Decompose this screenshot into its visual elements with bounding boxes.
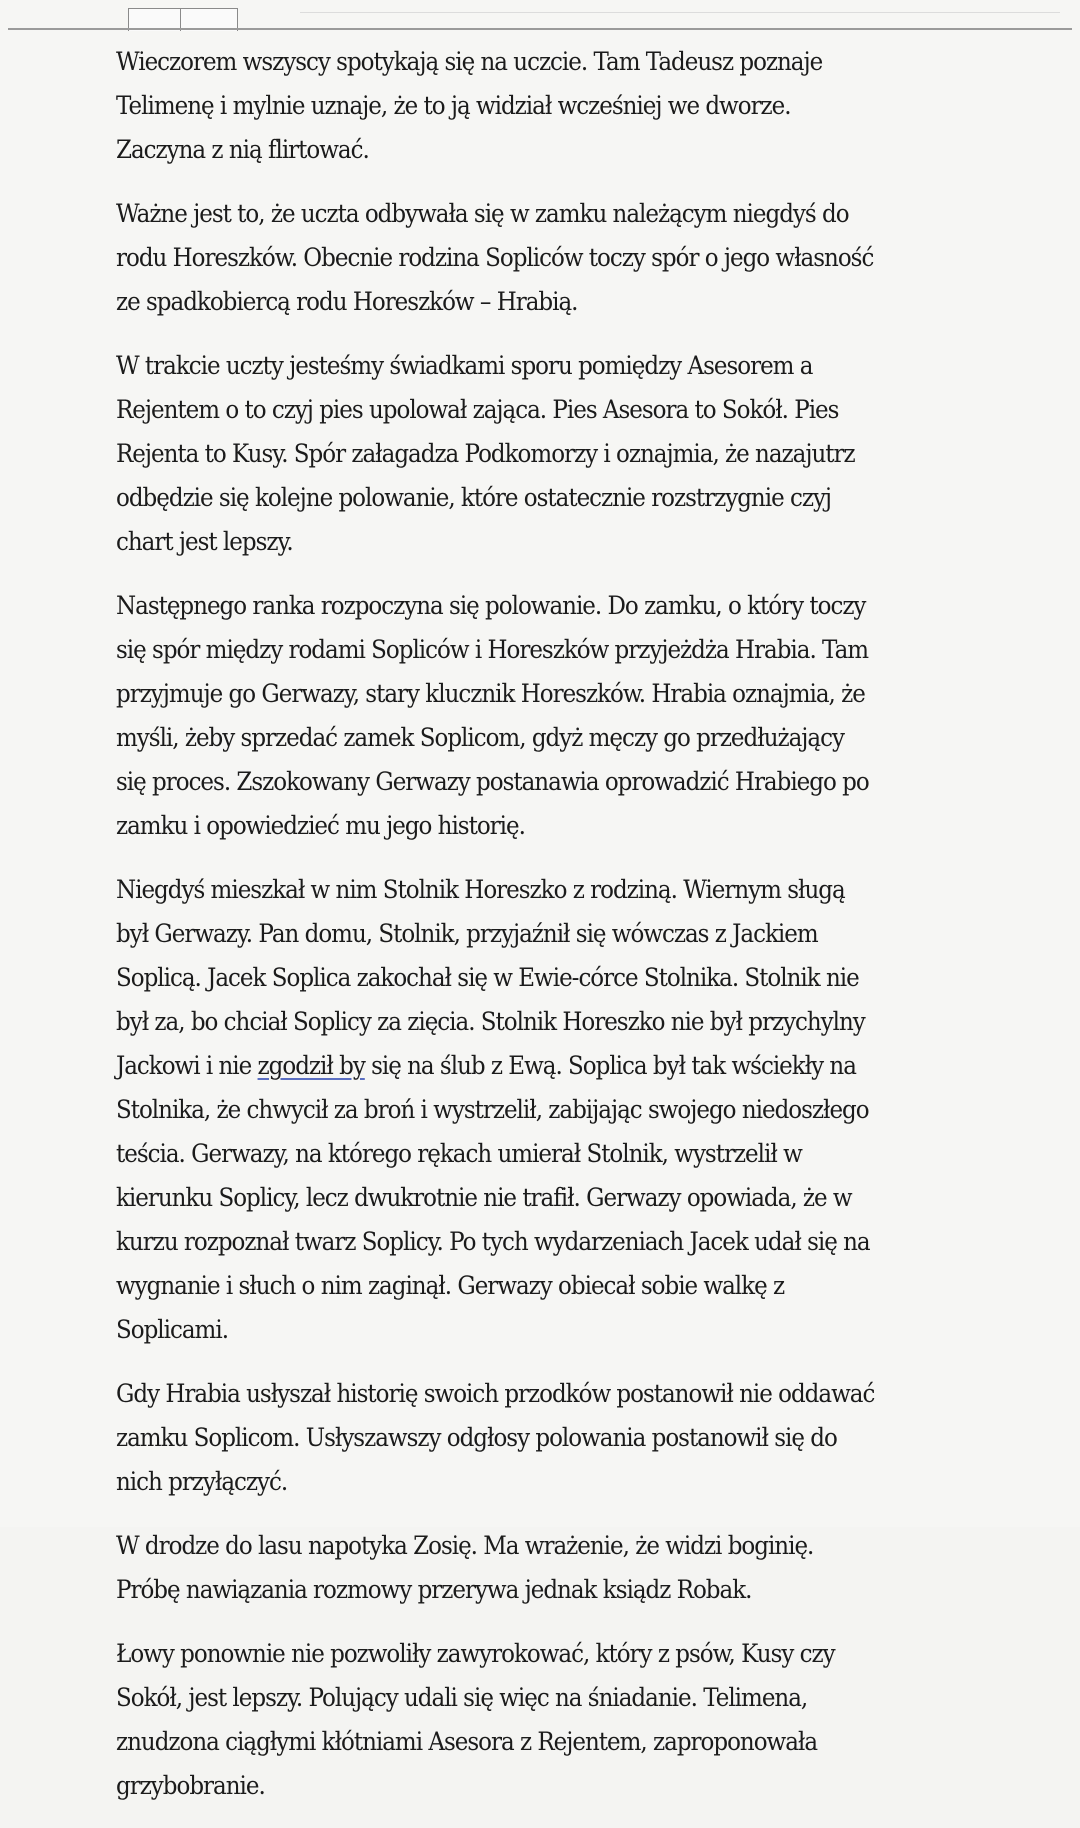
- paragraph-dogs-dispute: W trakcie uczty jesteśmy świadkami sporu pomiędzy Asesorem a Rejentem o to czyj pies upolował zająca. Pies Asesora to Sokół. Pies Rejenta to Kusy. Spór załagadza Podkomorzy i oznajmia, że nazajutrz odbędzie się kolejne polowanie, które ostatecznie rozstrzygnie czyj chart jest lepszy.: [116, 351, 855, 556]
- paragraph-hunt-morning: Następnego ranka rozpoczyna się polowanie. Do zamku, o który toczy się spór między rodami Sopliców i Horeszków przyjeżdża Hrabia. Tam przyjmuje go Gerwazy, stary klucznik Horeszków. Hrabia oznajmia, że myśli, żeby sprzedać zamek Soplicom, gdyż męczy go przedłużający się proces. Zszokowany Gerwazy postanawia oprowadzić Hrabiego po zamku i opowiedzieć mu jego historię.: [116, 591, 869, 840]
- spellcheck-underlined-phrase: zgodził by: [257, 1051, 365, 1080]
- faint-scan-line: [300, 12, 1060, 13]
- history-text-before: Niegdyś mieszkał w nim Stolnik Horeszko z rodziną. Wiernym sługą był Gerwazy. Pan domu, Stolnik, przyjaźnił się wówczas z Jackiem Soplicą. Jacek Soplica zakochał się w Ewie-córce Stolnika. Stolnik nie był za, bo chciał Soplicy za zięcia. Stolnik Horeszko nie był przychylny Jackowi i nie: [116, 875, 865, 1080]
- paragraph-mushrooms: Łowy ponownie nie pozwoliły zawyrokować, który z psów, Kusy czy Sokół, jest lepszy. Polujący udali się więc na śniadanie. Telimena, znudzona ciągłymi kłótniami Asesora z Rejentem, zaproponowała grzybobranie.: [116, 1639, 835, 1800]
- paragraph-castle-dispute: Ważne jest to, że uczta odbywała się w zamku należącym niegdyś do rodu Horeszków. Obecnie rodzina Sopliców toczy spór o jego własność ze spadkobiercą rodu Horeszków – Hrabią.: [116, 199, 874, 316]
- paragraph-count-decision: Gdy Hrabia usłyszał historię swoich przodków postanowił nie oddawać zamku Soplicom. Usłyszawszy odgłosy polowania postanowił się do nich przyłączyć.: [116, 1379, 875, 1496]
- history-text-after: się na ślub z Ewą. Soplica był tak wściekły na Stolnika, że chwycił za broń i wystrzelił, zabijając swojego niedoszłego teścia. Gerwazy, na którego rękach umierał Stolnik, wystrzelił w kierunku Soplicy, lecz dwukrotnie nie trafił. Gerwazy opowiada, że w kurzu rozpoznał twarz Soplicy. Po tych wydarzeniach Jacek udał się na wygnanie i słuch o nim zaginął. Gerwazy obiecał sobie walkę z Soplicami.: [116, 1051, 870, 1344]
- paragraph-zosia: W drodze do lasu napotyka Zosię. Ma wrażenie, że widzi boginię. Próbę nawiązania rozmowy przerywa jednak ksiądz Robak.: [116, 1531, 814, 1604]
- document-body: [116, 40, 880, 1828]
- paragraph-castle-history: [116, 868, 880, 1352]
- page-top-rule: [8, 28, 1072, 30]
- paragraph-feast: Wieczorem wszyscy spotykają się na uczcie. Tam Tadeusz poznaje Telimenę i mylnie uznaje, że to ją widział wcześniej we dworze. Zaczyna z nią flirtować.: [116, 47, 823, 164]
